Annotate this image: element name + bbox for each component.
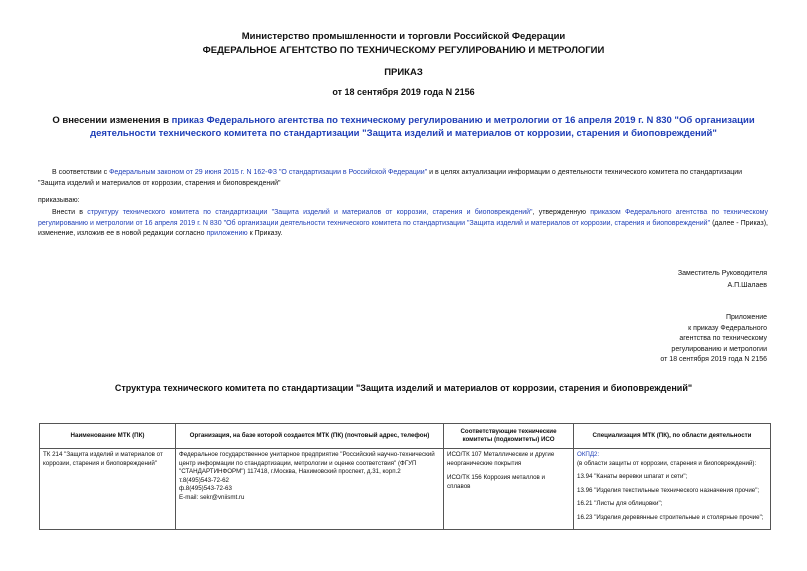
spec-line: 16.21 "Листы для облицовки"; bbox=[577, 500, 663, 507]
p1-start: В соответствии с bbox=[52, 169, 110, 176]
org-fax: ф.8(495)543-72-63 bbox=[179, 485, 232, 492]
iso-committee: ИСО/ТК 156 Коррозия металлов и сплавов bbox=[447, 474, 546, 490]
spec-line: 13.94 "Канаты веревки шпагат и сети"; bbox=[577, 473, 688, 480]
col-header-name: Наименование МТК (ПК) bbox=[40, 424, 176, 449]
appendix-block bbox=[660, 313, 767, 366]
cell-iso-committees bbox=[444, 449, 574, 530]
p3-d: к Приказу. bbox=[247, 230, 283, 237]
cell-specialization bbox=[574, 449, 771, 530]
iso-committee: ИСО/ТК 107 Металлические и другие неорганические покрытия bbox=[447, 451, 555, 467]
paragraph-order: приказываю: bbox=[38, 197, 80, 204]
paragraph-amendment bbox=[38, 208, 768, 240]
title-order-link[interactable]: приказ Федерального агентства по техническому регулированию и метрологии от 16 апреля 2019 г. N 830 "Об организации деятельности технического комитета по стандартизации "Защита изделий и материалов от коррозии, старения и биоповреждений" bbox=[90, 115, 755, 139]
spec-line: 13.96 "Изделия текстильные технического назначения прочие"; bbox=[577, 486, 760, 494]
appendix-line: Приложение bbox=[725, 314, 767, 321]
cell-committee-name: ТК 214 "Защита изделий и материалов от коррозии, старения и биоповреждений" bbox=[40, 449, 176, 530]
appendix-link[interactable]: приложению bbox=[206, 230, 248, 237]
appendix-line: от 18 сентября 2019 года N 2156 bbox=[660, 356, 767, 363]
p3-a: Внести в bbox=[52, 209, 88, 216]
col-header-specialization: Специализация МТК (ПК), по области деятельности bbox=[574, 424, 771, 449]
table-row bbox=[40, 449, 771, 530]
p3-b: , утвержденную bbox=[532, 209, 591, 216]
agency-heading: ФЕДЕРАЛЬНОЕ АГЕНТСТВО ПО ТЕХНИЧЕСКОМУ РЕГУЛИРОВАНИЮ И МЕТРОЛОГИИ bbox=[202, 45, 605, 56]
org-email: E-mail: sekr@vniismt.ru bbox=[179, 493, 245, 501]
federal-law-link[interactable]: Федеральным законом от 29 июня 2015 г. N 162-ФЗ "О стандартизации в Российской Федерации" bbox=[109, 169, 428, 176]
p3-c: (далее - Приказ), изменение, изложив ее в новой редакции согласно bbox=[38, 219, 768, 237]
document-type: ПРИКАЗ bbox=[384, 67, 423, 78]
paragraph-basis bbox=[38, 168, 768, 189]
document-title bbox=[30, 114, 777, 140]
appendix-line: агентства по техническому bbox=[679, 335, 767, 342]
appendix-line: регулированию и метрологии bbox=[671, 345, 767, 353]
document-date: от 18 сентября 2019 года N 2156 bbox=[332, 87, 475, 97]
structure-title: Структура технического комитета по стандартизации "Защита изделий и материалов от коррозии, старения и биоповреждений" bbox=[114, 383, 693, 393]
signature-name: А.П.Шалаев bbox=[727, 282, 767, 289]
cell-organization bbox=[176, 449, 444, 530]
org-phone: т.8(495)543-72-62 bbox=[179, 476, 229, 484]
structure-table bbox=[39, 423, 771, 530]
signature-position: Заместитель Руководителя bbox=[677, 270, 767, 277]
order-830-link[interactable]: приказом Федерального агентства по техническому регулированию и метрологии от 16 апреля 2019 г. N 830 "Об организации деятельности технического комитета по стандартизации "Защита изделий и материалов от коррозии, старения и биоповреждений" bbox=[38, 209, 768, 227]
okpd2-link[interactable]: ОКПД2: bbox=[577, 451, 600, 458]
title-prefix: О внесении изменения в bbox=[52, 115, 172, 126]
table-header-row bbox=[40, 424, 771, 449]
spec-line: (в области защиты от коррозии, старения и биоповреждений): bbox=[577, 459, 757, 467]
p1-end: и в целях актуализации информации о деятельности технического комитета по стандартизации "Защита изделий и материалов от коррозии, старения и биоповреждений" bbox=[38, 169, 743, 187]
col-header-iso: Соответствующие технические комитеты (подкомитеты) ИСО bbox=[444, 424, 574, 449]
structure-link[interactable]: структуру технического комитета по стандартизации "Защита изделий и материалов от коррозии, старения и биоповреждений" bbox=[87, 209, 533, 216]
appendix-line: к приказу Федерального bbox=[688, 324, 767, 332]
signature-block bbox=[678, 268, 767, 292]
spec-line: 16.23 "Изделия деревянные строительные и столярные прочие"; bbox=[577, 513, 764, 521]
col-header-organization: Организация, на базе которой создается МТК (ПК) (почтовый адрес, телефон) bbox=[176, 424, 444, 449]
ministry-heading: Министерство промышленности и торговли Российской Федерации bbox=[241, 31, 566, 42]
org-line: Федеральное государственное унитарное предприятие "Российский научно-технический центр информации по стандартизации, метрологии и оценке соответствия" (ФГУП "СТАНДАРТИНФОРМ") 117418, г.Москва, Нахимовский проспект, д.31, корп.2 bbox=[179, 451, 435, 475]
